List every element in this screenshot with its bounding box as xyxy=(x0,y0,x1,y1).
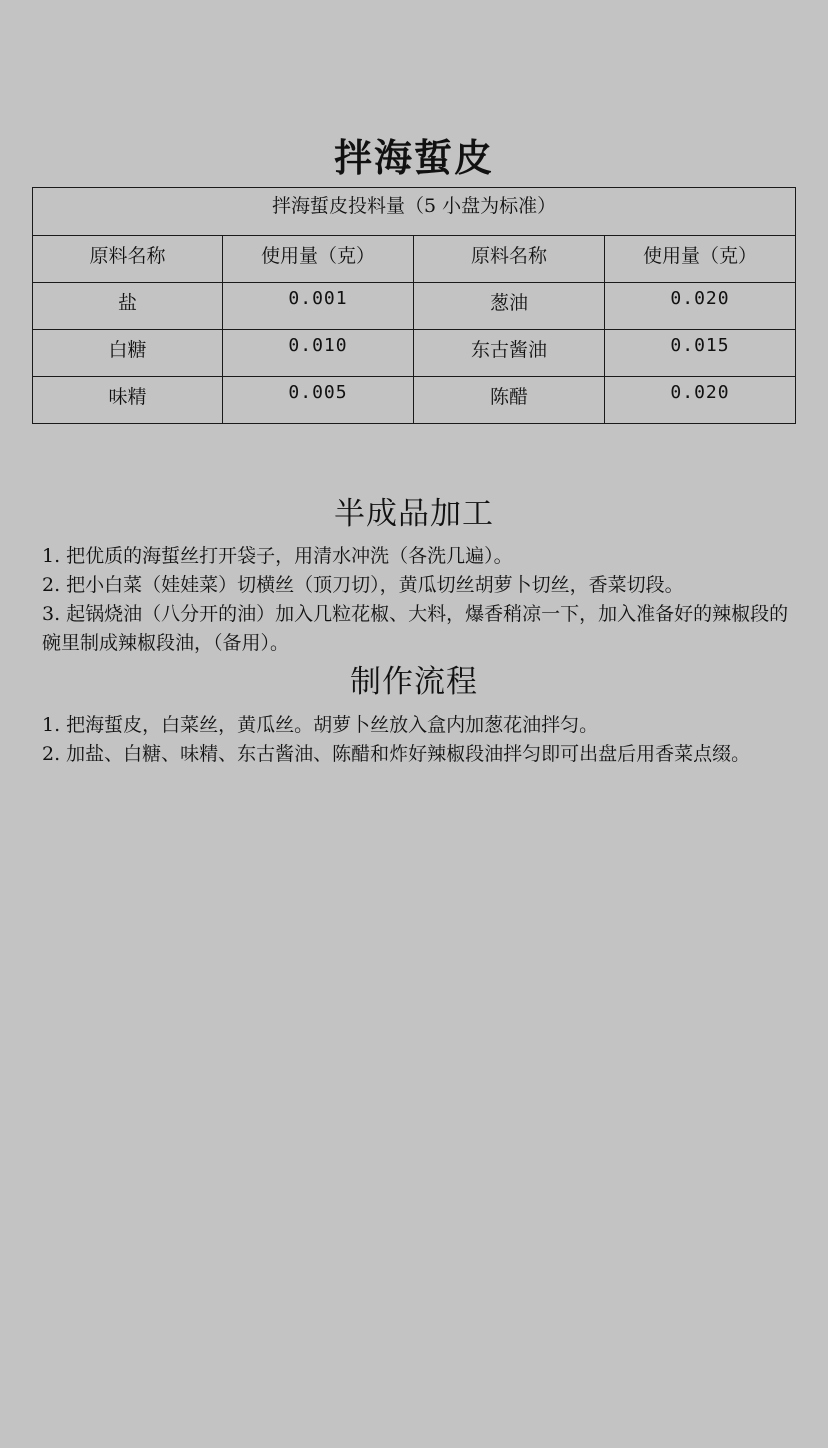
semi-finished-steps xyxy=(42,542,794,658)
section-heading-process: 制作流程 xyxy=(350,664,478,700)
section-heading-semi-finished: 半成品加工 xyxy=(334,496,494,532)
ingredient-amount: 0.020 xyxy=(605,377,796,424)
ingredient-table xyxy=(32,187,796,424)
ingredient-amount: 0.010 xyxy=(223,330,414,377)
list-item: 2. 加盐、白糖、味精、东古酱油、陈醋和炸好辣椒段油拌匀即可出盘后用香菜点缀。 xyxy=(42,743,751,765)
ingredient-name: 陈醋 xyxy=(414,377,605,424)
list-item: 1. 把海蜇皮，白菜丝，黄瓜丝。胡萝卜丝放入盒内加葱花油拌匀。 xyxy=(42,714,599,736)
column-header-amount: 使用量（克） xyxy=(605,236,796,283)
column-header-amount: 使用量（克） xyxy=(223,236,414,283)
list-item: 1. 把优质的海蜇丝打开袋子，用清水冲洗（各洗几遍）。 xyxy=(42,545,513,567)
table-caption: 拌海蜇皮投料量（5 小盘为标准） xyxy=(33,188,796,236)
ingredient-name: 东古酱油 xyxy=(414,330,605,377)
ingredient-name: 白糖 xyxy=(33,330,223,377)
table-header-row xyxy=(33,236,796,283)
ingredient-amount: 0.001 xyxy=(223,283,414,330)
list-item: 2. 把小白菜（娃娃菜）切横丝（顶刀切），黄瓜切丝胡萝卜切丝，香菜切段。 xyxy=(42,574,684,596)
column-header-ingredient: 原料名称 xyxy=(33,236,223,283)
page-title: 拌海蜇皮 xyxy=(333,136,494,180)
process-steps xyxy=(42,711,794,769)
table-row xyxy=(33,377,796,424)
ingredient-amount: 0.020 xyxy=(605,283,796,330)
ingredient-name: 盐 xyxy=(33,283,223,330)
table-caption-row xyxy=(33,188,796,236)
ingredient-amount: 0.015 xyxy=(605,330,796,377)
list-item: 3. 起锅烧油（八分开的油）加入几粒花椒、大料，爆香稍凉一下，加入准备好的辣椒段的碗里制成辣椒段油，（备用）。 xyxy=(42,603,789,654)
ingredient-amount: 0.005 xyxy=(223,377,414,424)
column-header-ingredient: 原料名称 xyxy=(414,236,605,283)
table-row xyxy=(33,330,796,377)
ingredient-name: 味精 xyxy=(33,377,223,424)
table-row xyxy=(33,283,796,330)
ingredient-name: 葱油 xyxy=(414,283,605,330)
